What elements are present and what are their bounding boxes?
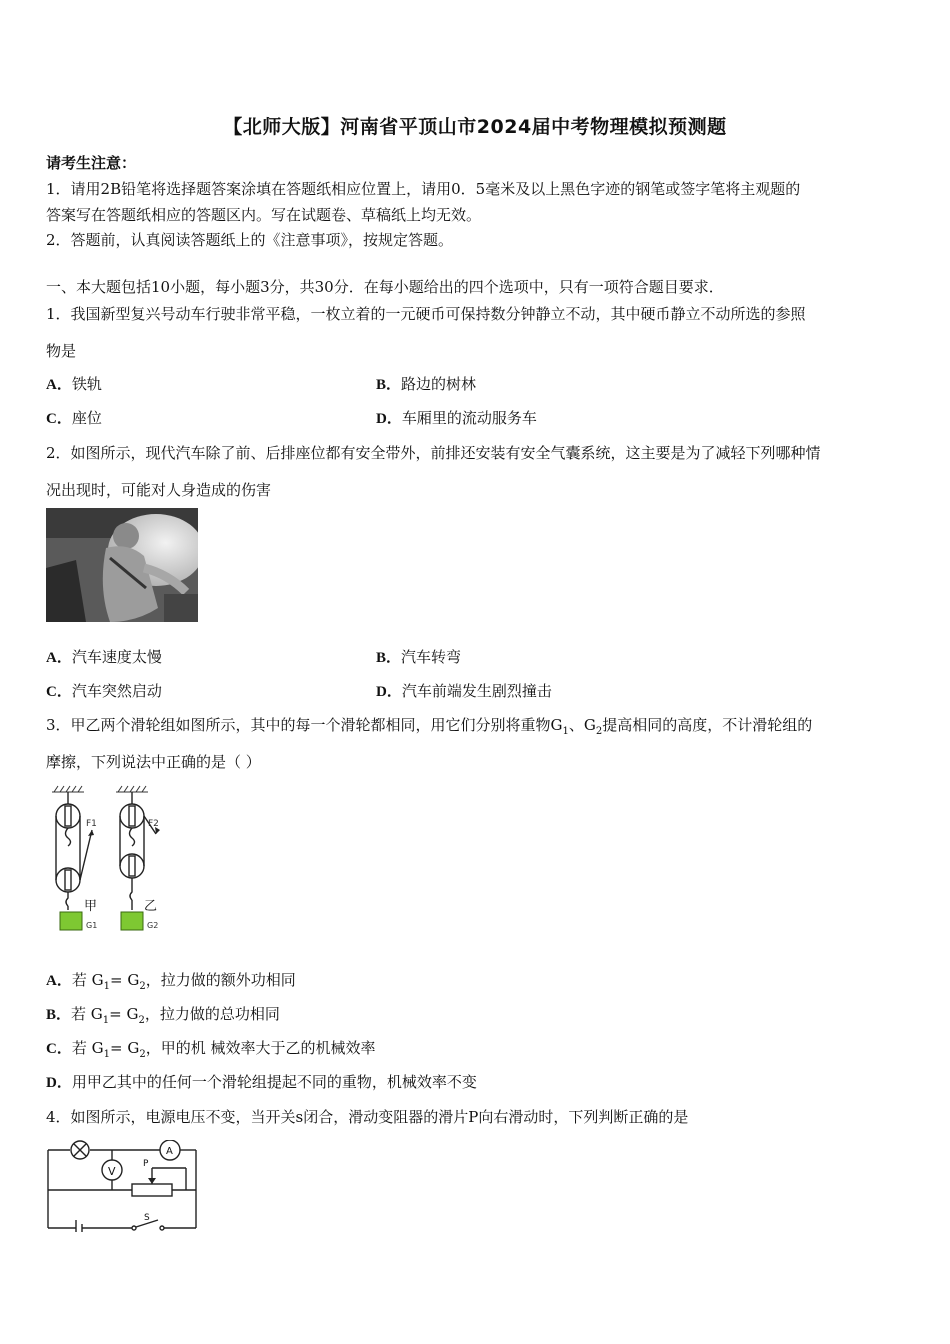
q1-option-a: A．铁轨 <box>46 375 102 393</box>
q2-stem-line1: 2．如图所示，现代汽车除了前、后排座位都有安全带外，前排还安装有安全气囊系统，这主要是为了减轻下列哪种情 <box>46 444 821 462</box>
label-g1: G1 <box>86 921 98 930</box>
pulley-diagram <box>40 784 175 936</box>
q3-stem-line1: 3．甲乙两个滑轮组如图所示，其中的每一个滑轮都相同，用它们分别将重物$G_1$、$G_2$提高相同的高度，不计滑轮组的 <box>46 716 813 737</box>
q2-option-b: B．汽车转弯 <box>376 648 462 666</box>
label-f2: F2 <box>148 819 159 829</box>
label-yi: 乙 <box>144 899 158 914</box>
q1-option-d: D．车厢里的流动服务车 <box>376 409 537 427</box>
q3-stem-line2: 摩擦，下列说法中正确的是（ ） <box>46 753 261 771</box>
q3-option-c: C．若 $G_1= G_2$，甲的机 械效率大于乙的机械效率 <box>46 1039 376 1060</box>
q2-option-a: A．汽车速度太慢 <box>46 648 162 666</box>
q2-option-c: C．汽车突然启动 <box>46 682 162 700</box>
ammeter-label: A <box>166 1146 173 1157</box>
voltmeter-label: V <box>108 1165 116 1178</box>
notice-item1-line2: 答案写在答题纸相应的答题区内。写在试题卷、草稿纸上均无效。 <box>46 206 482 224</box>
airbag-photo <box>46 508 198 622</box>
notice-heading: 请考生注意： <box>46 154 137 172</box>
q1-stem-line2: 物是 <box>46 342 77 360</box>
slider-label: P <box>143 1159 149 1169</box>
switch-label: S <box>144 1213 150 1223</box>
q3-option-b: B．若 $G_1= G_2$，拉力做的总功相同 <box>46 1005 280 1026</box>
notice-item1-line1: 1．请用2B铅笔将选择题答案涂填在答题纸相应位置上，请用0．5毫米及以上黑色字迹的钢笔或签字笔将主观题的 <box>46 180 801 198</box>
label-g2: G2 <box>147 921 159 930</box>
section-heading: 一、本大题包括10小题，每小题3分，共30分．在每小题给出的四个选项中，只有一项符合题目要求． <box>46 278 724 296</box>
label-f1: F1 <box>86 819 97 829</box>
q3-option-d: D．用甲乙其中的任何一个滑轮组提起不同的重物，机械效率不变 <box>46 1073 477 1091</box>
circuit-diagram <box>40 1140 200 1232</box>
q2-option-d: D．汽车前端发生剧烈撞击 <box>376 682 552 700</box>
label-jia: 甲 <box>84 899 98 914</box>
q2-stem-line2: 况出现时，可能对人身造成的伤害 <box>46 481 272 499</box>
q4-stem: 4．如图所示，电源电压不变，当开关s闭合，滑动变阻器的滑片P向右滑动时，下列判断正确的是 <box>46 1108 689 1126</box>
q1-option-c: C．座位 <box>46 409 102 427</box>
q1-stem-line1: 1．我国新型复兴号动车行驶非常平稳，一枚立着的一元硬币可保持数分钟静立不动，其中硬币静立不动所选的参照 <box>46 305 806 323</box>
notice-item2: 2．答题前，认真阅读答题纸上的《注意事项》，按规定答题。 <box>46 231 454 249</box>
q1-option-b: B．路边的树林 <box>376 375 477 393</box>
page-title: 【北师大版】河南省平顶山市2024届中考物理模拟预测题 <box>223 116 727 138</box>
q3-option-a: A．若 $G_1= G_2$，拉力做的额外功相同 <box>46 971 296 992</box>
